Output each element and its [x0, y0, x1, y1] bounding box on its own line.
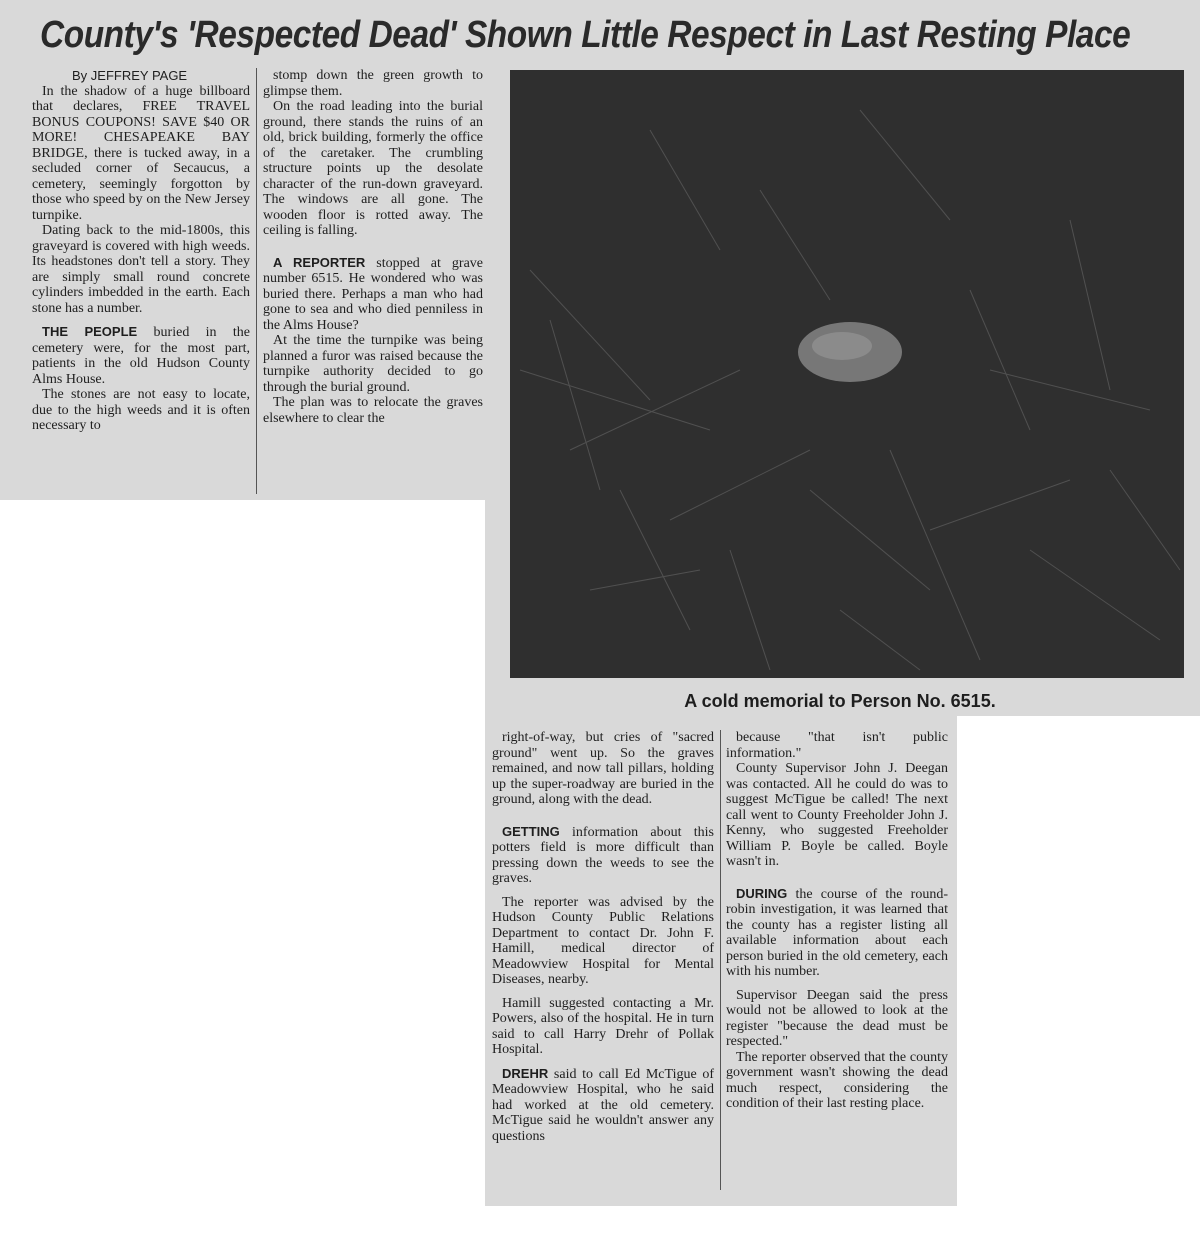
section-lead: GETTING [502, 823, 560, 839]
paragraph: The stones are not easy to locate, due to the high weeds and it is often necessary to [32, 387, 250, 433]
paragraph: At the time the turnpike was being planned a furor was raised because the turnpike authority decided to go through the burial ground. [263, 333, 483, 395]
paragraph: the course of the round-robin investigation, it was learned that the county has a register listing all available information about each person buried in the old cemetery, each with his number. [726, 886, 949, 979]
column-rule [720, 730, 721, 1190]
paragraph: The reporter observed that the county government wasn't showing the dead much respect, considering the condition of their last resting place. [726, 1049, 948, 1111]
paragraph: stopped at grave number 6515. He wondered who was buried there. Perhaps a man who had gone to sea and who died penniless in the Alms House? [263, 255, 483, 333]
paragraph: Dating back to the mid-1800s, this graveyard is covered with high weeds. Its headstones don't tell a story. They are simply small round concrete cylinders imbedded in the earth. Each stone has a number. [32, 223, 250, 316]
paragraph: The reporter was advised by the Hudson County Public Relations Department to contact Dr. John F. Hamill, medical director of Meadowview Hospital for Mental Diseases, nearby. [492, 894, 714, 987]
column-rule [256, 68, 257, 494]
paragraph: buried in the cemetery were, for the most part, patients in the old Hudson County Alms House. [32, 325, 250, 387]
headline: County's 'Respected Dead' Shown Little Respect in Last Resting Place [40, 14, 1131, 56]
article-column-1 [32, 68, 250, 498]
paragraph: said to call Ed McTigue of Meadowview Hospital, who he said had worked at the old cemetery. McTigue said he wouldn't answer any questions [492, 1066, 715, 1144]
paragraph: In the shadow of a huge billboard that declares, FREE TRAVEL BONUS COUPONS! SAVE $40 OR MORE! CHESAPEAKE BAY BRIDGE, there is tucked away, in a secluded corner of Secaucus, a cemetery, seemingly forgotton by those who speed by on the New Jersey turnpike. [32, 83, 250, 223]
grave-marker-photo [510, 70, 1184, 678]
section-lead: DREHR [502, 1065, 549, 1081]
article-column-4 [726, 730, 948, 1200]
section-lead: THE PEOPLE [42, 324, 138, 339]
paragraph: On the road leading into the burial ground, there stands the ruins of an old, brick building, formerly the office of the caretaker. The crumbling structure points up the desolate character of the run-down graveyard. The windows are all gone. The wooden floor is rotted away. The ceiling is falling. [263, 99, 483, 238]
paragraph: Hamill suggested contacting a Mr. Powers, also of the hospital. He in turn said to call Harry Drehr of Pollak Hospital. [492, 995, 714, 1057]
article-column-3 [492, 730, 714, 1200]
grave-marker-highlight [812, 332, 872, 360]
paragraph: because "that isn't public information." [726, 730, 948, 761]
paragraph: Supervisor Deegan said the press would not be allowed to look at the register "because the dead must be respected." [726, 987, 948, 1049]
section-lead: DURING [736, 885, 788, 901]
paragraph: right-of-way, but cries of "sacred ground" went up. So the graves remained, and now tall pillars, holding up the super-roadway are buried in the ground, along with the dead. [492, 730, 714, 807]
paragraph: information about this potters field is more difficult than pressing down the weeds to see the graves. [492, 824, 714, 886]
section-lead: A REPORTER [273, 254, 366, 270]
byline: By JEFFREY PAGE [72, 68, 188, 83]
article-column-2 [263, 68, 483, 498]
photo-image [510, 70, 1184, 678]
paragraph: stomp down the green growth to glimpse them. [263, 68, 483, 99]
paragraph: The plan was to relocate the graves elsewhere to clear the [263, 395, 483, 426]
paragraph: County Supervisor John J. Deegan was contacted. All he could do was to suggest McTigue be called! The next call went to County Freeholder John J. Kenny, who suggested Freeholder William P. Boyle be called. Boyle wasn't in. [726, 761, 948, 869]
photo-caption: A cold memorial to Person No. 6515. [684, 691, 996, 711]
